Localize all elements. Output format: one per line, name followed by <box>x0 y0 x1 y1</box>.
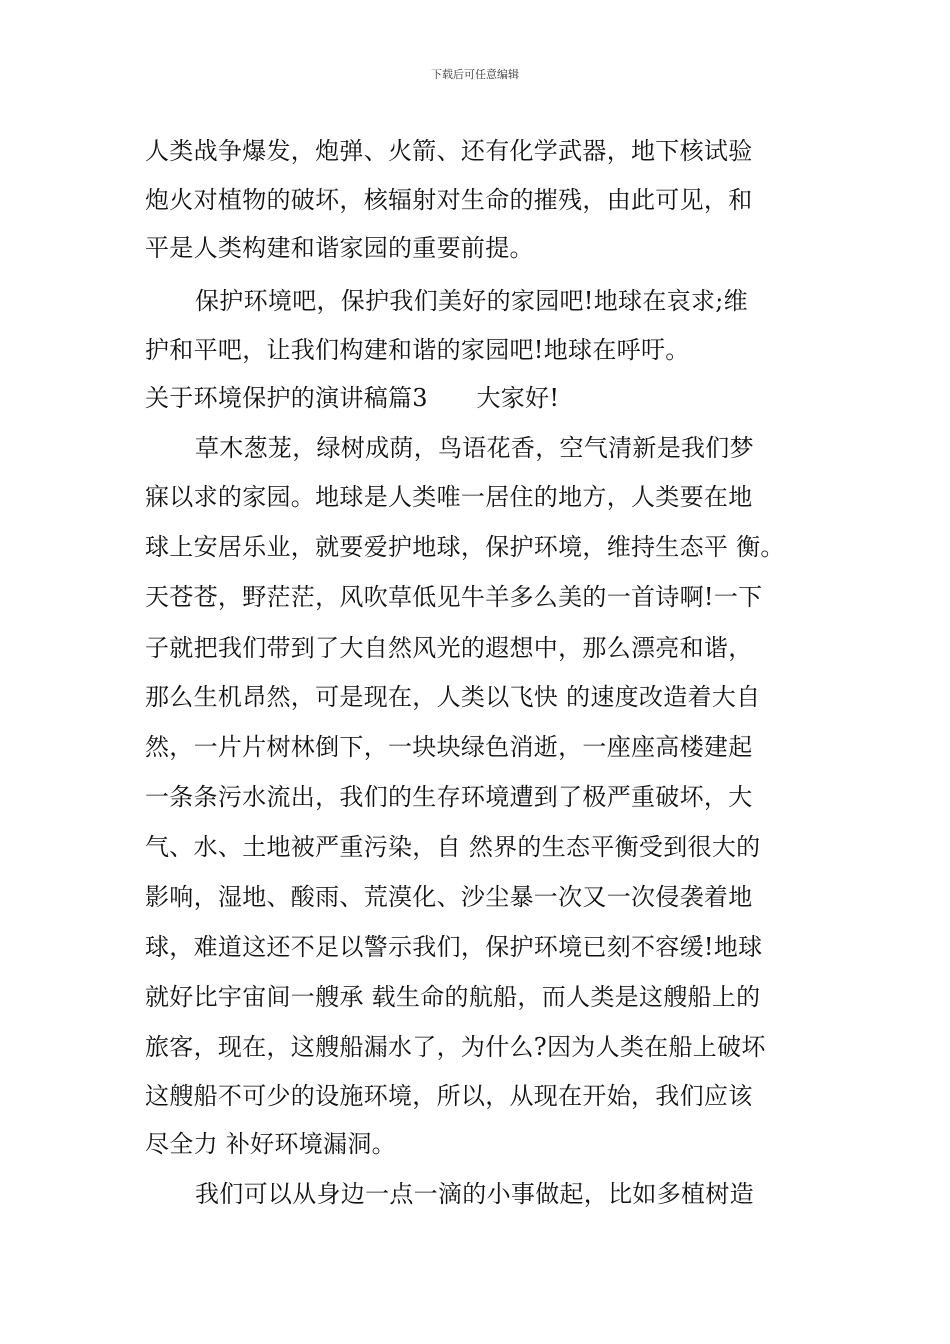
text-line: 一条条污水流出，我们的生存环境遭到了极严重破坏，大 <box>145 783 753 811</box>
text-line: 护和平吧，让我们构建和谐的家园吧!地球在呼吁。 <box>145 336 690 364</box>
text-line: 就好比宇宙间一艘承 载生命的航船，而人类是这艘船上的 <box>145 983 761 1011</box>
text-line: 天苍苍，野茫茫，风吹草低见牛羊多么美的一首诗啊!一下 <box>145 583 763 611</box>
text-line: 我们可以从身边一点一滴的小事做起，比如多植树造 <box>195 1180 754 1208</box>
page-header: 下载后可任意编辑 <box>431 68 519 81</box>
text-line: 平是人类构建和谐家园的重要前提。 <box>145 234 534 262</box>
text-line: 这艘船不可少的设施环境，所以，从现在开始，我们应该 <box>145 1082 753 1110</box>
text-line: 球上安居乐业，就要爱护地球，保护环境，维持生态平 衡。 <box>145 533 785 561</box>
text-line: 寐以求的家园。地球是人类唯一居住的地方，人类要在地 <box>145 483 753 511</box>
text-line: 那么生机昂然，可是现在，人类以飞快 的速度改造着大自 <box>145 683 761 711</box>
text-line: 气、水、土地被严重污染，自 然界的生态平衡受到很大的 <box>145 833 761 861</box>
text-line: 人类战争爆发，炮弹、火箭、还有化学武器，地下核试验 <box>145 137 753 165</box>
text-line: 尽全力 补好环境漏洞。 <box>145 1130 396 1158</box>
text-line: 子就把我们带到了大自然风光的遐想中，那么漂亮和谐， <box>145 634 753 662</box>
section-heading-line: 关于环境保护的演讲稿篇3 大家好! <box>145 384 560 412</box>
text-line: 球，难道这还不足以警示我们，保护环境已刻不容缓!地球 <box>145 933 763 961</box>
text-line: 炮火对植物的破坏，核辐射对生命的摧残，由此可见，和 <box>145 186 753 214</box>
text-line: 然，一片片树林倒下，一块块绿色消逝，一座座高楼建起 <box>145 733 753 761</box>
text-line: 草木葱茏，绿树成荫，鸟语花香，空气清新是我们梦 <box>195 434 754 462</box>
text-line: 影响，湿地、酸雨、荒漠化、沙尘暴一次又一次侵袭着地 <box>145 883 753 911</box>
text-line: 保护环境吧，保护我们美好的家园吧!地球在哀求;维 <box>195 287 748 315</box>
text-line: 旅客，现在，这艘船漏水了，为什么?因为人类在船上破坏 <box>145 1033 766 1061</box>
